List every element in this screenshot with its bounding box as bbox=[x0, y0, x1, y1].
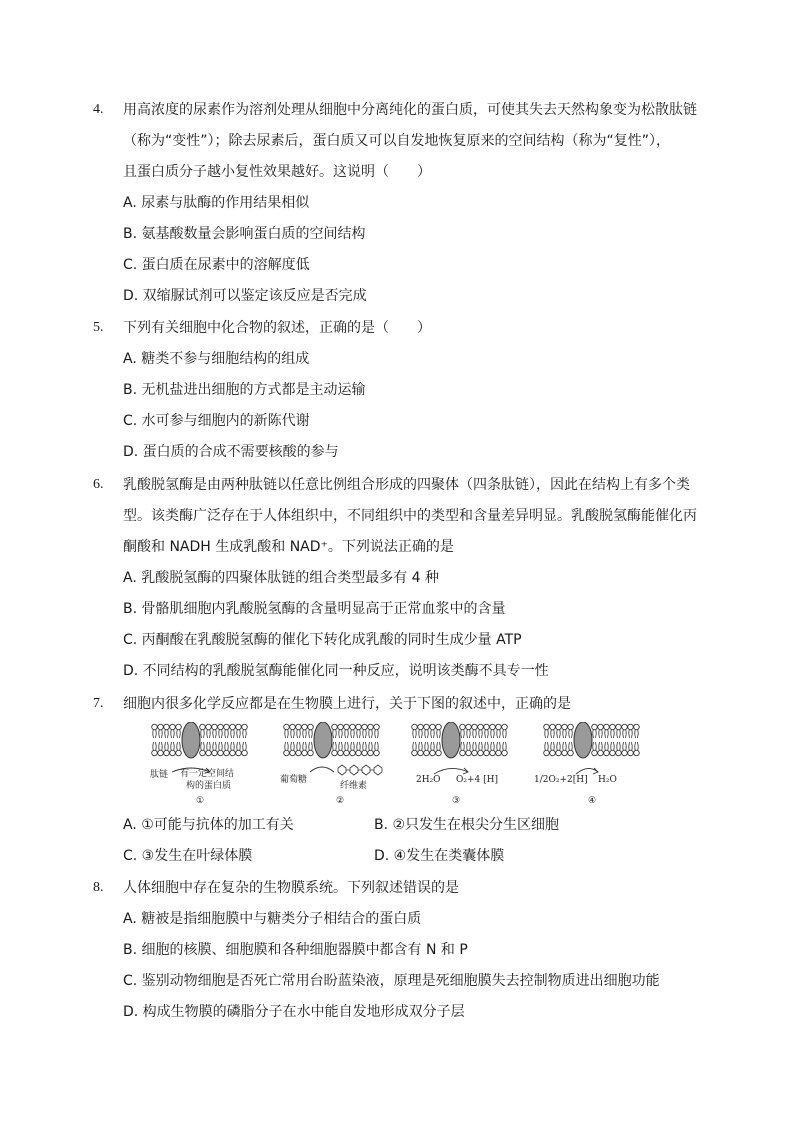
panel-4-right-label: H₂O bbox=[598, 775, 617, 785]
question-text-line: （称为“变性”）；除去尿素后，蛋白质又可以自发地恢复原来的空间结构（称为“复性”）， bbox=[123, 133, 671, 149]
question-text-line: 且蛋白质分子越小复性效果越好。这说明（ ） bbox=[123, 164, 431, 180]
option-c: C. 蛋白质在尿素中的溶解度低 bbox=[123, 257, 310, 273]
question-text-line: 型。该类酶广泛存在于人体组织中，不同组织中的类型和含量差异明显。乳酸脱氢酶能催化丙 bbox=[123, 508, 697, 524]
panel-1-marker: ① bbox=[196, 796, 205, 806]
panel-1-left-label: 肽链 bbox=[150, 770, 169, 780]
option-b: B. 细胞的核膜、细胞膜和各种细胞器膜中都含有 N 和 P bbox=[123, 942, 468, 958]
option-b: B. 氨基酸数量会影响蛋白质的空间结构 bbox=[123, 226, 366, 242]
question-text-line: 用高浓度的尿素作为溶剂处理从细胞中分离纯化的蛋白质，可使其失去天然构象变为松散肽链 bbox=[123, 102, 697, 118]
question-number: 6. bbox=[93, 477, 104, 492]
option-d: D. ④发生在类囊体膜 bbox=[374, 848, 505, 864]
membrane-panel-4 bbox=[534, 722, 639, 806]
panel-2-left-label: 葡萄糖 bbox=[280, 775, 308, 785]
option-b: B. ②只发生在根尖分生区细胞 bbox=[374, 817, 560, 833]
option-d: D. 双缩脲试剂可以鉴定该反应是否完成 bbox=[123, 288, 367, 304]
membrane-panel-1 bbox=[150, 722, 247, 806]
option-a: A. 乳酸脱氢酶的四聚体肽链的组合类型最多有 4 种 bbox=[123, 570, 440, 586]
membrane-panel-2 bbox=[280, 722, 382, 806]
option-d: D. 蛋白质的合成不需要核酸的参与 bbox=[123, 444, 339, 460]
question-text-line: 下列有关细胞中化合物的叙述，正确的是（ ） bbox=[123, 320, 431, 336]
option-c: C. 鉴别动物细胞是否死亡常用台盼蓝染液，原理是死细胞膜失去控制物质进出细胞功能 bbox=[123, 973, 660, 989]
question-number: 4. bbox=[93, 102, 104, 117]
panel-4-left-label: 1/2O₂+2[H] bbox=[534, 775, 588, 785]
option-d: D. 不同结构的乳酸脱氢酶能催化同一种反应，说明该类酶不具专一性 bbox=[123, 663, 549, 679]
panel-1-right-label: 有一定空间结 bbox=[180, 769, 235, 779]
panel-3-right-label: O₂+4 [H] bbox=[456, 775, 498, 785]
option-c: C. 水可参与细胞内的新陈代谢 bbox=[123, 413, 310, 429]
option-a: A. 糖类不参与细胞结构的组成 bbox=[123, 351, 310, 367]
membrane-figure bbox=[150, 722, 660, 810]
panel-3-left-label: 2H₂O bbox=[416, 775, 441, 785]
panel-2-right-label: 纤维素 bbox=[340, 781, 368, 791]
panel-3-marker: ③ bbox=[452, 796, 461, 806]
question-text-line: 细胞内很多化学反应都是在生物膜上进行，关于下图的叙述中，正确的是 bbox=[123, 696, 571, 712]
option-b: B. 骨骼肌细胞内乳酸脱氢酶的含量明显高于正常血浆中的含量 bbox=[123, 601, 506, 617]
option-c: C. 丙酮酸在乳酸脱氢酶的催化下转化成乳酸的同时生成少量 ATP bbox=[123, 632, 522, 648]
option-d: D. 构成生物膜的磷脂分子在水中能自发地形成双分子层 bbox=[123, 1004, 465, 1020]
panel-4-marker: ④ bbox=[588, 796, 597, 806]
question-number: 7. bbox=[93, 696, 104, 711]
option-c: C. ③发生在叶绿体膜 bbox=[123, 848, 253, 864]
panel-2-marker: ② bbox=[336, 796, 345, 806]
panel-1-right-label-2: 构的蛋白质 bbox=[186, 781, 232, 791]
glucose-chain bbox=[338, 765, 382, 775]
option-a: A. 糖被是指细胞膜中与糖类分子相结合的蛋白质 bbox=[123, 911, 422, 927]
question-text-line: 乳酸脱氢酶是由两种肽链以任意比例组合形成的四聚体（四条肽链），因此在结构上有多个类 bbox=[123, 477, 690, 493]
question-text-line: 人体细胞中存在复杂的生物膜系统。下列叙述错误的是 bbox=[123, 880, 459, 896]
membrane-panel-3 bbox=[412, 722, 508, 806]
question-text-line: 酮酸和 NADH 生成乳酸和 NAD⁺。下列说法正确的是 bbox=[123, 539, 454, 555]
question-number: 5. bbox=[93, 320, 104, 335]
option-b: B. 无机盐进出细胞的方式都是主动运输 bbox=[123, 382, 366, 398]
option-a: A. 尿素与肽酶的作用结果相似 bbox=[123, 195, 310, 211]
option-a: A. ①可能与抗体的加工有关 bbox=[123, 817, 294, 833]
question-number: 8. bbox=[93, 880, 104, 895]
